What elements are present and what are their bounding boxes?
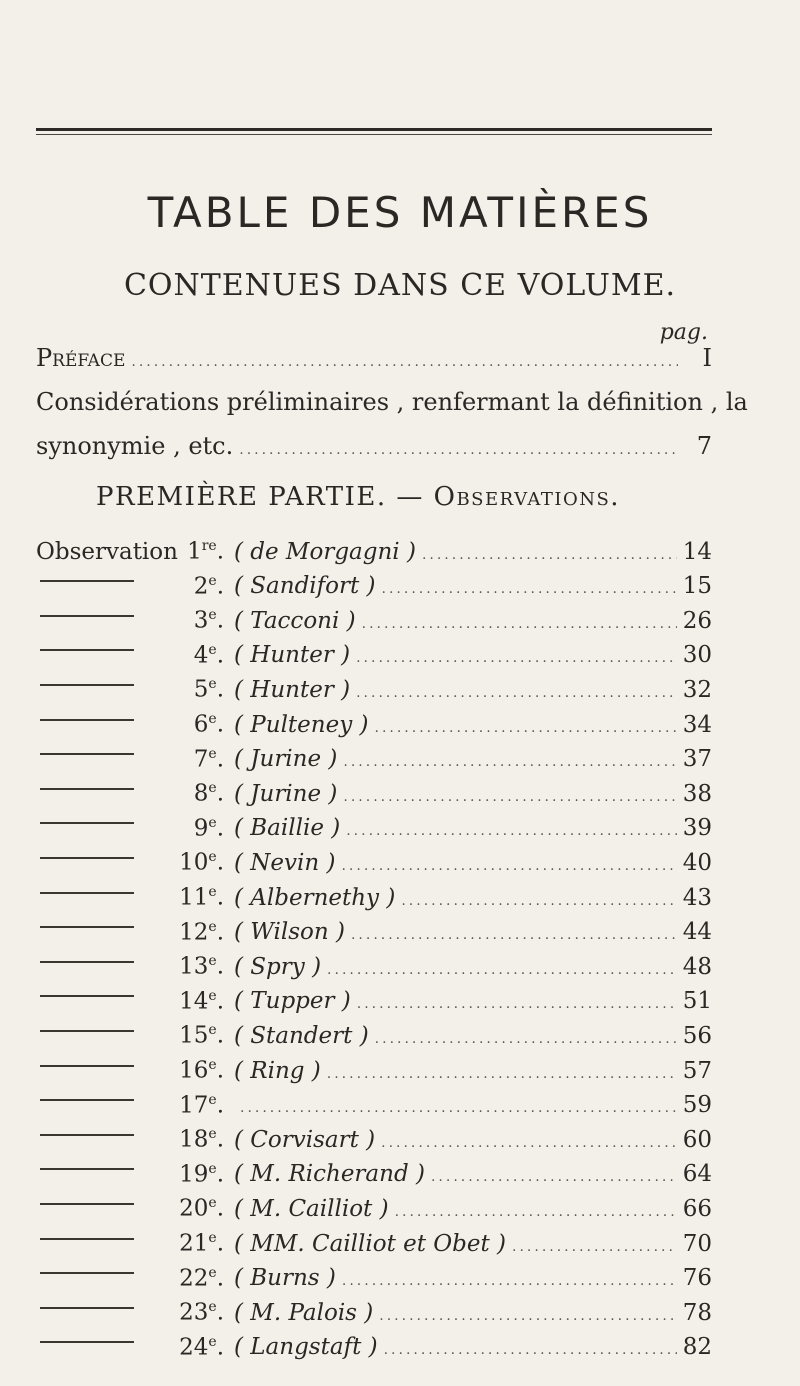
observation-author: ( Hunter ) bbox=[234, 677, 351, 704]
considerations-text-line1: Considérations préliminaires , renfermant la définition , la bbox=[36, 388, 748, 416]
ditto-dash bbox=[40, 1307, 134, 1309]
observation-author: ( Ring ) bbox=[234, 1057, 321, 1084]
observation-author: ( Pulteney ) bbox=[234, 711, 369, 738]
considerations-text-line2: synonymie , etc. bbox=[36, 432, 234, 460]
observation-row bbox=[36, 884, 712, 911]
observation-page: 43 bbox=[682, 884, 712, 911]
header-rule-thick bbox=[36, 128, 712, 131]
observation-ditto bbox=[36, 988, 164, 1014]
observation-ditto bbox=[36, 1092, 164, 1118]
observation-row bbox=[36, 607, 712, 634]
leader-dots bbox=[342, 1273, 677, 1289]
observation-ditto bbox=[36, 746, 164, 772]
observation-ordinal: 19e. bbox=[179, 1160, 224, 1188]
observation-ordinal: 23e. bbox=[179, 1299, 224, 1326]
observation-ordinal: 16e. bbox=[179, 1057, 224, 1084]
leader-dots bbox=[351, 927, 677, 943]
observation-row bbox=[36, 573, 712, 600]
observation-row bbox=[36, 642, 712, 669]
observation-ditto bbox=[36, 1196, 164, 1222]
leader-dots bbox=[356, 685, 677, 701]
observation-row bbox=[36, 953, 712, 980]
observation-row bbox=[36, 780, 712, 807]
observation-ordinal: 17e. bbox=[179, 1091, 224, 1119]
observation-author: ( M. Cailliot ) bbox=[234, 1196, 389, 1223]
ditto-dash bbox=[40, 1065, 134, 1067]
observation-row bbox=[36, 849, 712, 876]
ditto-dash bbox=[40, 580, 134, 582]
observation-author: ( Spry ) bbox=[234, 953, 322, 980]
observation-row bbox=[36, 988, 712, 1015]
leader-dots bbox=[384, 1342, 677, 1358]
observation-ditto bbox=[36, 885, 164, 911]
observation-ditto bbox=[36, 954, 164, 980]
ditto-dash bbox=[40, 788, 134, 790]
leader-dots bbox=[341, 858, 676, 874]
observation-author: ( Langstaft ) bbox=[234, 1334, 378, 1361]
leader-dots bbox=[327, 962, 677, 978]
leader-dots bbox=[422, 547, 677, 563]
ditto-dash bbox=[40, 1203, 134, 1205]
observation-author: ( Corvisart ) bbox=[234, 1126, 376, 1153]
ditto-dash bbox=[40, 857, 134, 859]
observation-row bbox=[36, 919, 712, 946]
observation-author: ( Sandifort ) bbox=[234, 573, 376, 600]
observation-row bbox=[36, 1092, 712, 1119]
observation-author: ( Nevin ) bbox=[234, 850, 336, 877]
observation-ditto bbox=[36, 1161, 164, 1187]
observation-ordinal: 3e. bbox=[193, 607, 224, 634]
observation-author: ( de Morgagni ) bbox=[234, 538, 416, 565]
observation-page: 38 bbox=[682, 780, 712, 807]
observation-row bbox=[36, 815, 712, 842]
leader-dots bbox=[512, 1239, 677, 1255]
part-heading bbox=[96, 482, 620, 512]
observation-row bbox=[36, 746, 712, 773]
observation-row bbox=[36, 711, 712, 738]
observation-ditto bbox=[36, 1334, 164, 1360]
leader-dots bbox=[357, 996, 677, 1012]
observation-label: Observation bbox=[36, 538, 178, 565]
observation-ordinal: 15e. bbox=[179, 1022, 224, 1050]
observation-row bbox=[36, 1265, 712, 1292]
observation-ordinal: 7e. bbox=[193, 745, 224, 773]
observation-ordinal: 1re. bbox=[187, 538, 224, 565]
leader-dots bbox=[382, 581, 677, 597]
observation-ditto bbox=[36, 1265, 164, 1291]
observation-ordinal: 10e. bbox=[179, 849, 224, 877]
observation-author: ( Jurine ) bbox=[234, 780, 338, 807]
observation-ordinal: 9e. bbox=[193, 814, 224, 842]
observation-ditto bbox=[36, 1127, 164, 1153]
observation-ditto bbox=[36, 781, 164, 807]
observation-ordinal: 14e. bbox=[179, 987, 224, 1015]
toc-entry-considerations-line2 bbox=[36, 432, 712, 460]
observation-ordinal: 24e. bbox=[179, 1333, 224, 1361]
observation-page: 64 bbox=[682, 1161, 712, 1188]
observation-ordinal: 12e. bbox=[179, 918, 224, 946]
ditto-dash bbox=[40, 1272, 134, 1274]
observation-page: 48 bbox=[682, 953, 712, 980]
page-title: TABLE DES MATIÈRES bbox=[147, 188, 653, 237]
observation-row bbox=[36, 1126, 712, 1153]
observation-author: ( Standert ) bbox=[234, 1023, 369, 1050]
observation-ditto bbox=[36, 919, 164, 945]
observation-ditto bbox=[36, 1058, 164, 1084]
observation-page: 51 bbox=[682, 988, 712, 1015]
observation-ditto bbox=[36, 642, 164, 668]
ditto-dash bbox=[40, 926, 134, 928]
observation-ditto bbox=[36, 608, 164, 634]
observation-ordinal: 4e. bbox=[193, 641, 224, 669]
leader-dots bbox=[327, 1066, 677, 1082]
page-column-header: pag. bbox=[659, 320, 708, 345]
observation-author: ( M. Palois ) bbox=[234, 1299, 374, 1326]
page-subtitle: CONTENUES DANS CE VOLUME. bbox=[123, 268, 677, 303]
leader-dots bbox=[431, 1169, 677, 1185]
ditto-dash bbox=[40, 1168, 134, 1170]
ditto-dash bbox=[40, 649, 134, 651]
observation-ditto bbox=[36, 573, 164, 599]
leader-dots bbox=[343, 789, 676, 805]
observation-row bbox=[36, 1299, 712, 1326]
leader-dots bbox=[379, 1308, 676, 1324]
observation-page: 39 bbox=[682, 815, 712, 842]
observation-page: 59 bbox=[682, 1092, 712, 1119]
observation-ordinal: 13e. bbox=[179, 953, 224, 980]
observation-page: 57 bbox=[682, 1057, 712, 1084]
toc-entry-considerations-line1 bbox=[36, 388, 748, 416]
ditto-dash bbox=[40, 961, 134, 963]
ditto-dash bbox=[40, 1099, 134, 1101]
leader-dots bbox=[395, 1204, 677, 1220]
observation-ditto bbox=[36, 712, 164, 738]
ditto-dash bbox=[40, 1134, 134, 1136]
observation-page: 56 bbox=[682, 1023, 712, 1050]
observation-author: ( Tacconi ) bbox=[234, 607, 356, 634]
part-subtitle: Observations. bbox=[433, 482, 621, 512]
leader-dots bbox=[343, 754, 676, 770]
leader-dots bbox=[401, 893, 676, 909]
ditto-dash bbox=[40, 822, 134, 824]
observation-ordinal: 21e. bbox=[179, 1230, 224, 1257]
toc-entry-preface bbox=[36, 344, 712, 372]
observation-author: ( Jurine ) bbox=[234, 746, 338, 773]
observation-author: ( M. Richerand ) bbox=[234, 1161, 425, 1188]
ditto-dash bbox=[40, 684, 134, 686]
observation-page: 34 bbox=[682, 711, 712, 738]
observation-page: 40 bbox=[682, 850, 712, 877]
ditto-dash bbox=[40, 615, 134, 617]
observation-page: 44 bbox=[682, 919, 712, 946]
preface-page: I bbox=[702, 344, 712, 372]
observation-row bbox=[36, 538, 712, 565]
ditto-dash bbox=[40, 892, 134, 894]
observation-ordinal: 2e. bbox=[193, 572, 224, 600]
observation-author: ( Hunter ) bbox=[234, 642, 351, 669]
observation-author: ( Baillie ) bbox=[234, 815, 341, 842]
ditto-dash bbox=[40, 995, 134, 997]
observation-author: ( Tupper ) bbox=[234, 988, 351, 1015]
preface-label: Préface bbox=[36, 344, 126, 372]
observation-page: 14 bbox=[682, 538, 712, 565]
observation-ditto bbox=[36, 1023, 164, 1049]
observation-author: ( MM. Cailliot et Obet ) bbox=[234, 1230, 507, 1257]
considerations-page: 7 bbox=[696, 432, 712, 460]
observation-page: 70 bbox=[682, 1230, 712, 1257]
observation-row bbox=[36, 1057, 712, 1084]
ditto-dash bbox=[40, 1341, 134, 1343]
leader-dots bbox=[131, 354, 678, 370]
observation-row bbox=[36, 1334, 712, 1361]
observation-row bbox=[36, 1161, 712, 1188]
leader-dots bbox=[375, 1031, 677, 1047]
part-title: PREMIÈRE PARTIE. — bbox=[96, 482, 424, 512]
observation-page: 37 bbox=[682, 746, 712, 773]
observation-ordinal: 11e. bbox=[179, 884, 224, 911]
observation-page: 78 bbox=[682, 1299, 712, 1326]
observation-ditto bbox=[36, 815, 164, 841]
leader-dots bbox=[375, 720, 677, 736]
ditto-dash bbox=[40, 719, 134, 721]
observation-ditto bbox=[36, 1231, 164, 1257]
observation-row bbox=[36, 676, 712, 703]
observation-ordinal: 20e. bbox=[179, 1195, 224, 1223]
observation-page: 26 bbox=[682, 607, 712, 634]
observation-page: 76 bbox=[682, 1265, 712, 1292]
ditto-dash bbox=[40, 1030, 134, 1032]
observation-row bbox=[36, 1230, 712, 1257]
observation-ordinal: 22e. bbox=[179, 1264, 224, 1292]
observation-ordinal: 6e. bbox=[193, 711, 224, 738]
observation-page: 32 bbox=[682, 677, 712, 704]
leader-dots bbox=[362, 616, 677, 632]
leader-dots bbox=[356, 650, 677, 666]
observation-row bbox=[36, 1022, 712, 1049]
leader-dots bbox=[381, 1135, 677, 1151]
observation-page: 82 bbox=[682, 1334, 712, 1361]
observation-page: 15 bbox=[682, 573, 712, 600]
leader-dots bbox=[240, 1100, 677, 1116]
observation-ordinal: 18e. bbox=[179, 1126, 224, 1153]
observation-ditto bbox=[36, 850, 164, 876]
observation-page: 30 bbox=[682, 642, 712, 669]
observation-ordinal: 5e. bbox=[193, 676, 224, 704]
ditto-dash bbox=[40, 1238, 134, 1240]
leader-dots bbox=[346, 823, 677, 839]
observation-ordinal: 8e. bbox=[193, 780, 224, 807]
leader-dots bbox=[239, 442, 678, 458]
observation-ditto bbox=[36, 1300, 164, 1326]
observation-page: 66 bbox=[682, 1196, 712, 1223]
observation-author: ( Albernethy ) bbox=[234, 884, 396, 911]
observation-ditto bbox=[36, 677, 164, 703]
header-rule-thin bbox=[36, 134, 712, 135]
ditto-dash bbox=[40, 753, 134, 755]
observation-author: ( Burns ) bbox=[234, 1265, 336, 1292]
observation-page: 60 bbox=[682, 1126, 712, 1153]
observation-author: ( Wilson ) bbox=[234, 919, 345, 946]
observation-row bbox=[36, 1195, 712, 1222]
